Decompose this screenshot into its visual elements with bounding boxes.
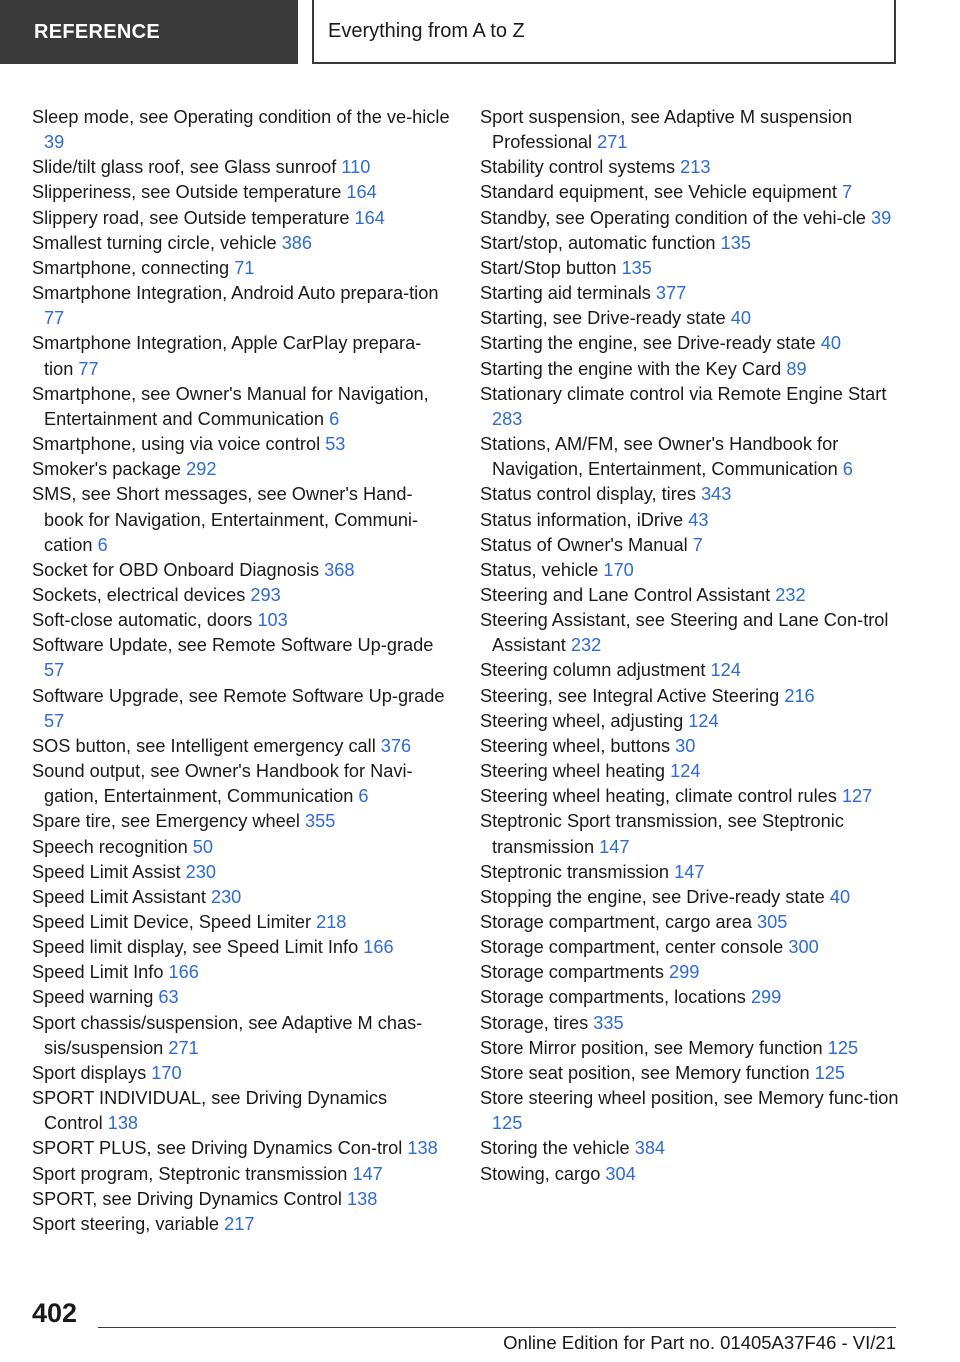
entry-page-link[interactable]: 170 (603, 559, 634, 580)
entry-page-link[interactable]: 43 (688, 509, 709, 530)
entry-page-link[interactable]: 71 (234, 257, 255, 278)
entry-text: Stopping the engine, see Drive-ready state (480, 886, 825, 907)
index-entry (32, 885, 450, 910)
entry-page-link[interactable]: 377 (655, 283, 687, 304)
index-entry (480, 809, 900, 859)
index-entry (32, 960, 450, 985)
entry-page-link[interactable]: 170 (151, 1062, 182, 1083)
entry-text: Slide/tilt glass roof, see Glass sunroof (32, 157, 337, 178)
index-entry (480, 885, 900, 910)
index-entry (32, 482, 450, 557)
index-entry (32, 935, 450, 960)
index-entry (32, 734, 450, 759)
index-entry (32, 860, 450, 885)
index-entry (32, 256, 450, 281)
index-entry (480, 910, 900, 935)
section-label: REFERENCE (34, 20, 161, 43)
entry-text: Speech recognition (32, 836, 188, 857)
entry-text: SMS, see Short messages, see Owner's Hand‐book for Navigation, Entertainment, Communi‐cation (32, 484, 419, 555)
section-tab (0, 0, 298, 64)
entry-text: Starting the engine, see Drive-ready state (480, 333, 816, 354)
index-entry (480, 1162, 900, 1187)
entry-page-link[interactable]: 304 (605, 1163, 636, 1184)
entry-page-link[interactable]: 232 (775, 584, 806, 605)
index-column-right (480, 105, 900, 1187)
entry-page-link[interactable]: 57 (44, 660, 65, 681)
index-entry (32, 1187, 450, 1212)
entry-page-link[interactable]: 138 (407, 1138, 438, 1159)
index-entry (480, 206, 900, 231)
entry-page-link[interactable]: 135 (720, 232, 751, 253)
index-entry (480, 608, 900, 658)
entry-page-link[interactable]: 6 (97, 534, 108, 555)
entry-text: Steering Assistant, see Steering and Lane Con‐trol Assistant (480, 610, 889, 656)
entry-text: Speed warning (32, 987, 154, 1008)
entry-page-link[interactable]: 217 (224, 1213, 255, 1234)
entry-text: Steptronic Sport transmission, see Steptronic transmission (480, 811, 844, 857)
entry-page-link[interactable]: 125 (492, 1113, 523, 1134)
footer-edition: Online Edition for Part no. 01405A37F46 - VI/21 (503, 1332, 896, 1353)
entry-text: Speed Limit Assist (32, 861, 181, 882)
index-entry (480, 860, 900, 885)
entry-text: Smartphone Integration, Android Auto prepara‐tion (32, 283, 439, 304)
entry-text: Sport steering, variable (32, 1213, 220, 1234)
entry-page-link[interactable]: 384 (634, 1138, 666, 1159)
entry-page-link[interactable]: 6 (842, 459, 853, 480)
entry-text: Steering wheel heating, climate control rules (480, 786, 837, 807)
entry-text: Stations, AM/FM, see Owner's Handbook for Navigation, Entertainment, Communication (480, 434, 839, 480)
entry-text: Store Mirror position, see Memory function (480, 1037, 823, 1058)
entry-page-link[interactable]: 53 (325, 434, 346, 455)
footer-rule (98, 1327, 896, 1328)
index-entry (480, 985, 900, 1010)
entry-text: Storage, tires (480, 1012, 589, 1033)
entry-page-link[interactable]: 216 (784, 685, 815, 706)
header-title: Everything from A to Z (328, 19, 525, 42)
entry-page-link[interactable]: 213 (680, 157, 711, 178)
page-header (312, 0, 896, 64)
entry-page-link[interactable]: 147 (352, 1163, 383, 1184)
entry-page-link[interactable]: 40 (730, 308, 751, 329)
entry-page-link[interactable]: 230 (210, 886, 242, 907)
entry-text: Status control display, tires (480, 484, 696, 505)
entry-text: Speed Limit Info (32, 962, 164, 983)
index-entry (32, 583, 450, 608)
entry-page-link[interactable]: 124 (710, 660, 741, 681)
entry-text: SPORT, see Driving Dynamics Control (32, 1188, 342, 1209)
entry-text: Speed Limit Assistant (32, 886, 206, 907)
index-entry (32, 1136, 450, 1161)
index-entry (32, 231, 450, 256)
index-entry (480, 784, 900, 809)
entry-page-link[interactable]: 30 (675, 735, 696, 756)
entry-text: Speed limit display, see Speed Limit Info (32, 937, 359, 958)
entry-page-link[interactable]: 40 (820, 333, 841, 354)
entry-page-link[interactable]: 127 (841, 786, 873, 807)
entry-text: Sleep mode, see Operating condition of the ve‐hicle (32, 107, 450, 127)
entry-text: Steering and Lane Control Assistant (480, 584, 771, 605)
entry-page-link[interactable]: 386 (281, 232, 313, 253)
entry-text: Stationary climate control via Remote Engine Start (480, 383, 887, 404)
entry-text: Steering column adjustment (480, 660, 706, 681)
entry-text: Stability control systems (480, 157, 676, 178)
entry-text: Starting aid terminals (480, 283, 651, 304)
entry-page-link[interactable]: 299 (750, 987, 782, 1008)
entry-page-link[interactable]: 166 (168, 962, 199, 983)
index-entry (32, 432, 450, 457)
entry-page-link[interactable]: 125 (827, 1037, 859, 1058)
entry-page-link[interactable]: 39 (44, 132, 65, 153)
entry-page-link[interactable]: 6 (358, 786, 369, 807)
entry-page-link[interactable]: 292 (186, 459, 217, 480)
entry-text: Slippery road, see Outside temperature (32, 207, 350, 228)
entry-text: Sound output, see Owner's Handbook for Navi‐gation, Entertainment, Communication (32, 761, 413, 807)
entry-page-link[interactable]: 343 (701, 484, 732, 505)
index-entry (480, 306, 900, 331)
entry-page-link[interactable]: 355 (304, 811, 336, 832)
index-entry (480, 684, 900, 709)
entry-text: Store steering wheel position, see Memory func‐tion (480, 1088, 899, 1109)
index-entry (480, 1136, 900, 1161)
index-entry (480, 382, 900, 432)
index-entry (480, 658, 900, 683)
page-number: 402 (32, 1298, 78, 1328)
index-entry (480, 583, 900, 608)
entry-text: Sport program, Steptronic transmission (32, 1163, 348, 1184)
index-entry (32, 633, 450, 683)
index-entry (32, 809, 450, 834)
entry-page-link[interactable]: 335 (593, 1012, 624, 1033)
entry-page-link[interactable]: 103 (257, 610, 288, 631)
index-entry (480, 231, 900, 256)
entry-text: Storage compartment, cargo area (480, 912, 752, 932)
entry-text: Smartphone Integration, Apple CarPlay prepara‐tion (32, 333, 422, 379)
entry-page-link[interactable]: 7 (692, 534, 703, 555)
entry-text: Smallest turning circle, vehicle (32, 232, 277, 253)
entry-text: Steering wheel, adjusting (480, 710, 684, 731)
entry-text: Speed Limit Device, Speed Limiter (32, 912, 312, 932)
entry-page-link[interactable]: 230 (185, 861, 217, 882)
entry-text: Smoker's package (32, 459, 182, 480)
index-entry (480, 331, 900, 356)
index-entry (32, 1011, 450, 1061)
index-entry (480, 105, 900, 155)
entry-page-link[interactable]: 218 (316, 912, 347, 932)
index-entry (480, 180, 900, 205)
entry-page-link[interactable]: 135 (621, 257, 652, 278)
index-entry (32, 382, 450, 432)
entry-text: Soft-close automatic, doors (32, 610, 253, 631)
index-entry (480, 281, 900, 306)
index-entry (480, 357, 900, 382)
entry-text: SPORT PLUS, see Driving Dynamics Con‐trol (32, 1138, 403, 1159)
index-entry (32, 155, 450, 180)
index-entry (480, 759, 900, 784)
entry-text: Storage compartments (480, 962, 664, 983)
index-entry (32, 1162, 450, 1187)
entry-page-link[interactable]: 40 (829, 886, 851, 907)
entry-text: SPORT INDIVIDUAL, see Driving Dynamics Control (32, 1088, 388, 1134)
index-entry (480, 1086, 900, 1136)
index-entry (480, 1036, 900, 1061)
index-entry (32, 105, 450, 155)
entry-text: Sport suspension, see Adaptive M suspension Professional (480, 107, 853, 153)
entry-text: Steering wheel, buttons (480, 735, 671, 756)
index-entry (480, 155, 900, 180)
entry-text: Store seat position, see Memory function (480, 1062, 810, 1083)
index-entry (32, 180, 450, 205)
entry-page-link[interactable]: 300 (788, 937, 819, 958)
index-entry (32, 684, 450, 734)
index-entry (480, 558, 900, 583)
entry-text: Status information, iDrive (480, 509, 684, 530)
entry-text: Stowing, cargo (480, 1163, 601, 1184)
index-entry (480, 709, 900, 734)
entry-page-link[interactable]: 89 (786, 358, 807, 379)
entry-text: SOS button, see Intelligent emergency call (32, 735, 376, 756)
entry-text: Sockets, electrical devices (32, 584, 246, 605)
entry-page-link[interactable]: 376 (380, 735, 412, 756)
entry-page-link[interactable]: 164 (354, 207, 385, 228)
index-entry (32, 1061, 450, 1086)
index-entry (480, 432, 900, 482)
entry-page-link[interactable]: 50 (192, 836, 214, 857)
entry-page-link[interactable]: 7 (841, 182, 853, 203)
entry-text: Sport chassis/suspension, see Adaptive M chas‐sis/suspension (32, 1012, 423, 1058)
index-entry (480, 508, 900, 533)
index-column-left (32, 105, 450, 1237)
index-entry (32, 835, 450, 860)
entry-page-link[interactable]: 138 (107, 1113, 139, 1134)
index-entry (32, 331, 450, 381)
entry-page-link[interactable]: 283 (492, 408, 523, 429)
index-entry (480, 533, 900, 558)
entry-text: Steering wheel heating (480, 761, 666, 782)
entry-page-link[interactable]: 271 (168, 1037, 199, 1058)
entry-page-link[interactable]: 164 (346, 182, 377, 203)
entry-text: Spare tire, see Emergency wheel (32, 811, 300, 832)
entry-page-link[interactable]: 57 (44, 710, 65, 731)
entry-text: Starting, see Drive-ready state (480, 308, 726, 329)
entry-page-link[interactable]: 138 (347, 1188, 378, 1209)
entry-text: Status of Owner's Manual (480, 534, 688, 555)
index-entry (32, 985, 450, 1010)
index-entry (32, 558, 450, 583)
entry-text: Starting the engine with the Key Card (480, 358, 782, 379)
entry-page-link[interactable]: 232 (570, 635, 602, 656)
entry-page-link[interactable]: 368 (324, 559, 355, 580)
index-entry (32, 281, 450, 331)
entry-text: Storage compartments, locations (480, 987, 746, 1008)
entry-page-link[interactable]: 293 (250, 584, 281, 605)
entry-page-link[interactable]: 166 (363, 937, 394, 958)
entry-page-link[interactable]: 110 (341, 157, 371, 178)
index-entry (480, 482, 900, 507)
entry-text: Standard equipment, see Vehicle equipment (480, 182, 837, 203)
entry-page-link[interactable]: 124 (688, 710, 719, 731)
index-entry (480, 935, 900, 960)
index-entry (32, 457, 450, 482)
index-entry (32, 1212, 450, 1237)
entry-page-link[interactable]: 299 (669, 962, 700, 983)
entry-text: Slipperiness, see Outside temperature (32, 182, 342, 203)
index-entry (32, 206, 450, 231)
entry-page-link[interactable]: 6 (329, 408, 340, 429)
index-entry (32, 1086, 450, 1136)
entry-page-link[interactable]: 271 (597, 132, 628, 153)
entry-page-link[interactable]: 125 (814, 1062, 845, 1083)
entry-text: Status, vehicle (480, 559, 599, 580)
entry-text: Storing the vehicle (480, 1138, 630, 1159)
entry-text: Steptronic transmission (480, 861, 670, 882)
entry-page-link[interactable]: 305 (757, 912, 788, 932)
entry-text: Software Update, see Remote Software Up‐grade (32, 635, 434, 656)
index-entry (480, 1011, 900, 1036)
entry-text: Sport displays (32, 1062, 147, 1083)
entry-text: Smartphone, using via voice control (32, 434, 321, 455)
entry-text: Software Upgrade, see Remote Software Up‐grade (32, 685, 445, 706)
entry-text: Start/stop, automatic function (480, 232, 716, 253)
entry-text: Steering, see Integral Active Steering (480, 685, 780, 706)
index-entry (480, 1061, 900, 1086)
index-entry (32, 910, 450, 935)
entry-text: Standby, see Operating condition of the vehi‐cle (480, 207, 866, 228)
entry-page-link[interactable]: 147 (674, 861, 705, 882)
index-entry (480, 734, 900, 759)
entry-page-link[interactable]: 147 (599, 836, 630, 857)
entry-text: Start/Stop button (480, 257, 617, 278)
entry-text: Smartphone, see Owner's Manual for Navigation, Entertainment and Communication (32, 383, 429, 429)
entry-text: Smartphone, connecting (32, 257, 230, 278)
entry-page-link[interactable]: 39 (870, 207, 892, 228)
index-entry (480, 960, 900, 985)
index-entry (480, 256, 900, 281)
index-entry (32, 759, 450, 809)
entry-page-link[interactable]: 77 (78, 358, 99, 379)
index-entry (32, 608, 450, 633)
entry-text: Storage compartment, center console (480, 937, 784, 958)
entry-text: Socket for OBD Onboard Diagnosis (32, 559, 320, 580)
entry-page-link[interactable]: 77 (44, 308, 65, 329)
entry-page-link[interactable]: 124 (670, 761, 701, 782)
entry-page-link[interactable]: 63 (158, 987, 179, 1008)
